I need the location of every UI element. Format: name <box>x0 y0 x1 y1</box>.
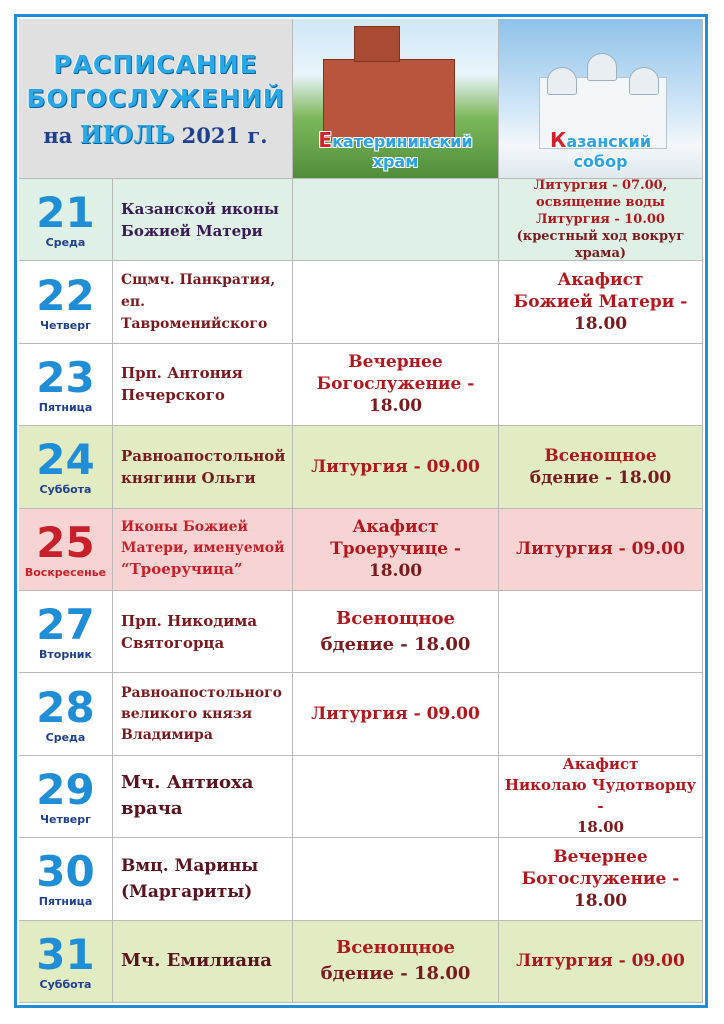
ekaterininsky-church-label: Екатерининский храм <box>318 128 473 171</box>
day-number: 22 <box>36 270 95 320</box>
feast-line: Святогорца <box>121 633 225 652</box>
feast-cell <box>113 838 293 920</box>
feast-line: врача <box>121 798 183 820</box>
church-building-illustration <box>323 59 455 141</box>
date-cell <box>19 261 113 343</box>
feast-line: Печерского <box>121 386 225 405</box>
service-line: 18.00 <box>573 314 628 335</box>
church2-service-cell <box>499 591 703 673</box>
weekday: Четверг <box>40 318 91 332</box>
schedule-table <box>19 19 703 1003</box>
service-line: Литургия - 10.00 <box>536 212 665 228</box>
date-cell <box>19 591 113 673</box>
service-line: бдение - 18.00 <box>320 633 471 655</box>
day-number: 28 <box>36 682 95 732</box>
service-line: Акафист <box>562 755 639 774</box>
church2-service-cell <box>499 509 703 591</box>
feast-line: Прп. Антония <box>121 364 243 383</box>
feast-cell <box>113 756 293 838</box>
kazan-cathedral-label: Казанский собор <box>549 128 652 171</box>
church2-service-cell <box>499 179 703 261</box>
service-line: бдение - 18.00 <box>529 467 672 488</box>
date-cell <box>19 426 113 508</box>
day-number: 31 <box>36 929 95 979</box>
service-line: 18.00 <box>577 818 624 837</box>
title-month <box>43 120 267 149</box>
date-cell <box>19 673 113 755</box>
feast-line: великого князя <box>121 705 253 722</box>
service-line: Всенощное <box>544 445 657 466</box>
feast-cell <box>113 179 293 261</box>
church2-service-cell <box>499 344 703 426</box>
weekday: Вторник <box>39 648 92 662</box>
church1-service-cell <box>293 921 499 1003</box>
dome-shape <box>547 67 577 95</box>
feast-line: Равноапостольного <box>121 684 282 701</box>
weekday: Воскресенье <box>24 565 107 579</box>
day-number: 24 <box>36 435 95 485</box>
kazan-cathedral-photo <box>499 19 703 179</box>
day-number: 27 <box>36 600 95 650</box>
service-line: Всенощное <box>336 607 455 629</box>
day-number: 23 <box>36 352 95 402</box>
year: 2021 г. <box>181 123 268 148</box>
feast-cell <box>113 673 293 755</box>
date-cell <box>19 756 113 838</box>
service-line: Литургия - 07.00, <box>533 179 668 194</box>
service-line: Вечернее <box>553 846 648 867</box>
feast-line: Иконы Божией <box>121 519 248 536</box>
service-line: 18.00 <box>368 561 423 582</box>
service-line: (крестный ход вокруг храма) <box>516 229 685 262</box>
feast-line: Матери, именуемой <box>121 540 285 557</box>
church2-service-cell <box>499 426 703 508</box>
service-line: Троеручице - <box>330 539 461 560</box>
service-line: 18.00 <box>368 396 423 417</box>
church2-service-cell <box>499 673 703 755</box>
weekday: Среда <box>45 236 86 250</box>
title-line-1: РАСПИСАНИЕ <box>53 50 258 79</box>
feast-cell <box>113 344 293 426</box>
service-line: Литургия - 09.00 <box>516 539 685 560</box>
feast-line: Сщмч. Панкратия, <box>121 272 276 289</box>
church1-service-cell <box>293 756 499 838</box>
day-number: 25 <box>36 517 95 567</box>
weekday: Четверг <box>40 812 91 826</box>
feast-line: Мч. Емилиана <box>121 950 272 972</box>
date-cell <box>19 509 113 591</box>
church1-service-cell <box>293 509 499 591</box>
service-line: Всенощное <box>336 937 455 959</box>
weekday: Суббота <box>39 483 92 497</box>
feast-cell <box>113 591 293 673</box>
service-line: освящение воды <box>536 195 665 211</box>
dome-shape <box>629 67 659 95</box>
schedule-sheet <box>14 14 708 1008</box>
service-line: Литургия - 09.00 <box>311 704 480 725</box>
date-cell <box>19 838 113 920</box>
weekday: Пятница <box>38 895 93 909</box>
service-line: Николаю Чудотворцу - <box>504 776 697 816</box>
feast-line: Казанской иконы <box>121 199 279 218</box>
feast-line: Равноапостольной <box>121 446 286 465</box>
church1-service-cell <box>293 591 499 673</box>
feast-cell <box>113 261 293 343</box>
church1-service-cell <box>293 261 499 343</box>
month-name: ИЮЛЬ <box>79 120 175 149</box>
service-line: 18.00 <box>573 890 628 911</box>
day-number: 30 <box>36 847 95 897</box>
service-line: Литургия - 09.00 <box>311 456 480 477</box>
weekday: Суббота <box>39 977 92 991</box>
feast-line: Вмц. Марины <box>121 855 259 876</box>
feast-cell <box>113 921 293 1003</box>
month-prefix: на <box>43 123 73 148</box>
service-line: Акафист <box>557 270 644 291</box>
date-cell <box>19 344 113 426</box>
church1-service-cell <box>293 344 499 426</box>
ekaterininsky-church-photo <box>293 19 499 179</box>
title-line-2: БОГОСЛУЖЕНИЙ <box>26 84 285 113</box>
church2-service-cell <box>499 756 703 838</box>
church1-service-cell <box>293 673 499 755</box>
service-line: Литургия - 09.00 <box>516 951 685 972</box>
church1-service-cell <box>293 838 499 920</box>
feast-line: Мч. Антиоха <box>121 772 254 794</box>
service-line: Богослужение - <box>316 374 475 395</box>
service-line: Вечернее <box>348 352 443 373</box>
service-line: Акафист <box>352 517 439 538</box>
feast-line: Владимира <box>121 726 213 743</box>
feast-line: (Маргариты) <box>121 881 253 902</box>
feast-line: Божией Матери <box>121 221 263 240</box>
service-line: Божией Матери - <box>513 292 688 313</box>
feast-line: Прп. Никодима <box>121 611 258 630</box>
feast-cell <box>113 509 293 591</box>
date-cell <box>19 179 113 261</box>
church2-service-cell <box>499 921 703 1003</box>
feast-line: “Троеручица” <box>121 560 243 579</box>
weekday: Пятница <box>38 400 93 414</box>
feast-line: еп. Тавроменийского <box>121 294 268 333</box>
church2-service-cell <box>499 838 703 920</box>
weekday: Среда <box>45 730 86 744</box>
date-cell <box>19 921 113 1003</box>
day-number: 21 <box>36 188 95 238</box>
day-number: 29 <box>36 764 95 814</box>
church2-service-cell <box>499 261 703 343</box>
dome-shape <box>587 53 617 81</box>
service-line: бдение - 18.00 <box>320 963 471 985</box>
service-line: Богослужение - <box>521 868 680 889</box>
feast-cell <box>113 426 293 508</box>
feast-line: княгини Ольги <box>121 468 256 487</box>
church1-service-cell <box>293 179 499 261</box>
church1-service-cell <box>293 426 499 508</box>
schedule-title <box>19 19 293 179</box>
